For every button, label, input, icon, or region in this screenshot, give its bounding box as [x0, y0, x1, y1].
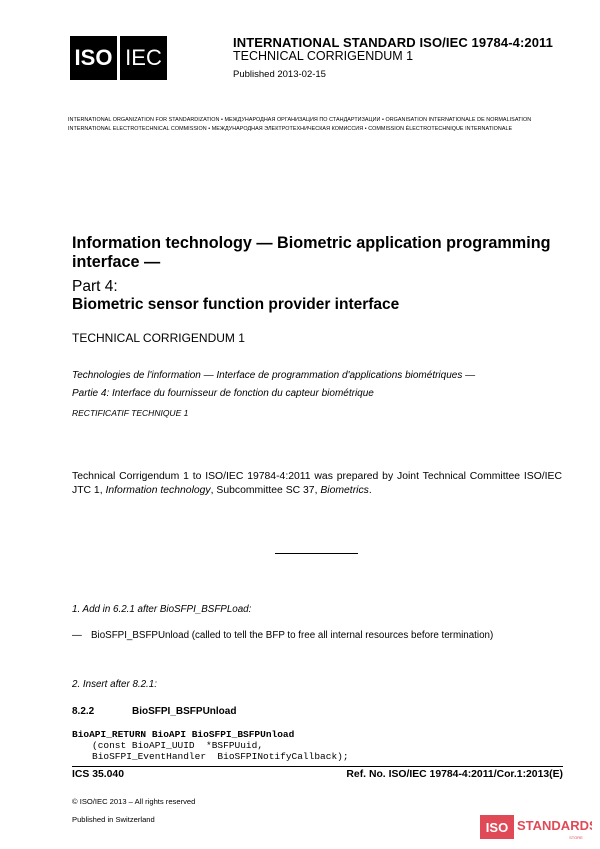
standard-number: INTERNATIONAL STANDARD ISO/IEC 19784-4:2011 [233, 35, 553, 50]
prep-text-1: Technical Corrigendum 1 to ISO/IEC 19784-4:2011 was prepared by Joint Technical Committee ISO/IEC JTC 1, [72, 471, 562, 496]
published-date: Published 2013-02-15 [233, 69, 326, 80]
org-names-row-1: INTERNATIONAL ORGANIZATION FOR STANDARDIZATION • МЕЖДУНАРОДНАЯ ОРГАНИЗАЦИЯ ПО СТАНДАРТИЗАЦИИ • ORGANISATION INTERNATIONALE DE NORMALISATION [68, 117, 532, 123]
code-line-1: BioAPI_RETURN BioAPI BioSFPI_BSFPUnload [72, 729, 295, 740]
french-part-title: Partie 4: Interface du fournisseur de fonction du capteur biométrique [72, 388, 374, 399]
french-title: Technologies de l'information — Interface de programmation d'applications biométriques — [72, 370, 476, 381]
published-in: Published in Switzerland [72, 815, 155, 824]
ics-code: ICS 35.040 [72, 769, 124, 780]
iso-logo-text: ISO [74, 45, 113, 70]
clause-title: BioSFPI_BSFPUnload [132, 706, 237, 717]
code-line-3: BioSFPI_EventHandler BioSFPINotifyCallback); [92, 751, 349, 762]
clause-heading [72, 706, 236, 717]
code-line-2: (const BioAPI_UUID *BSFPUuid, [92, 740, 264, 751]
store-name-text: STANDARDS [517, 818, 592, 833]
prep-subcommittee-name: Biometrics [320, 485, 369, 496]
change-item-1: 1. Add in 6.2.1 after BioSFPI_BSFPLoad: [72, 604, 252, 615]
section-divider [275, 553, 358, 554]
standards-store-logo [480, 813, 592, 841]
prep-committee-name: Information technology [105, 485, 211, 496]
corrigendum-label: TECHNICAL CORRIGENDUM 1 [233, 49, 414, 63]
copyright-notice: © ISO/IEC 2013 – All rights reserved [72, 797, 196, 806]
org-names-row-2: INTERNATIONAL ELECTROTECHNICAL COMMISSION • МЕЖДУНАРОДНАЯ ЭЛЕКТРОТЕХНИЧЕСКАЯ КОМИССИЯ • COMMISSION ÉLECTROTECHNIQUE INTERNATIONALE [68, 126, 513, 132]
document-title: Information technology — Biometric application programming interface — [72, 234, 551, 271]
reference-number: Ref. No. ISO/IEC 19784-4:2011/Cor.1:2013(E) [346, 769, 563, 780]
iec-logo [120, 36, 167, 80]
iso-logo [70, 36, 117, 80]
preparation-paragraph [72, 470, 562, 498]
prep-text-3: . [368, 485, 372, 496]
list-item: BioSFPI_BSFPUnload (called to tell the BFP to free all internal resources before termination) [91, 630, 494, 641]
change-item-2: 2. Insert after 8.2.1: [72, 679, 157, 690]
store-sub-text: STORE [569, 835, 583, 840]
part-title: Biometric sensor function provider interface [72, 296, 400, 313]
standards-store-logo-icon [480, 813, 592, 841]
store-badge-text: ISO [485, 820, 509, 835]
part-number: Part 4: [72, 278, 118, 295]
prep-text-2: , Subcommittee SC 37, [210, 485, 321, 496]
list-dash: — [72, 630, 82, 641]
iec-logo-text: IEC [125, 45, 162, 70]
title-corrigendum: TECHNICAL CORRIGENDUM 1 [72, 331, 245, 345]
footer-rule [72, 766, 563, 767]
french-corrigendum: RECTIFICATIF TECHNIQUE 1 [72, 408, 189, 418]
clause-number: 8.2.2 [72, 706, 95, 717]
